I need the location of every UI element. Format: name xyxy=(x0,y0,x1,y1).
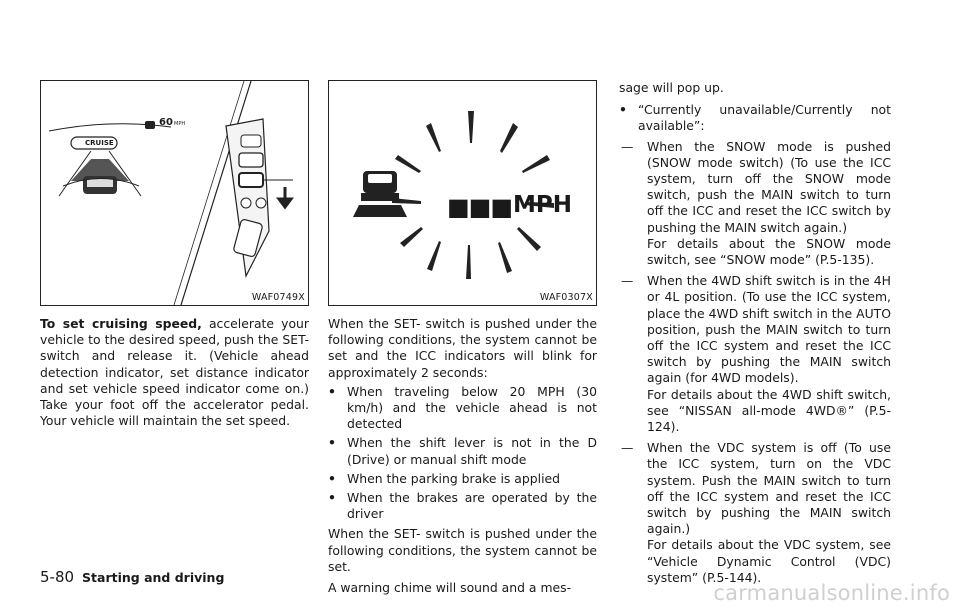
bullet-icon: • xyxy=(328,383,336,399)
figure-blinking-indicator xyxy=(328,80,597,306)
cruise-label: CRUISE xyxy=(85,139,114,147)
watermark: carmanualsonline.info xyxy=(713,581,950,605)
col3-text xyxy=(619,80,891,586)
speed-unit: MPH xyxy=(174,121,186,127)
list-item: • “Currently unavailable/Currently not available”: xyxy=(619,102,891,134)
bullet-icon: • xyxy=(619,102,627,118)
vehicle-ahead-icon xyxy=(353,171,407,217)
lead-bold: To set cruising speed, xyxy=(40,316,202,331)
list-item: • When the parking brake is applied xyxy=(328,470,560,486)
dash-item: — When the VDC system is off (To use the ICC system, turn on the VDC system. Push the MAIN switch to turn off the ICC system and reset the ICC switch by pushing the MAIN switch again.) For details about the VDC system, see “Vehicle Dynamic Control (VDC) system” (P.5-144). xyxy=(621,440,891,585)
col2-text xyxy=(328,316,597,596)
bullet-icon: • xyxy=(328,490,336,506)
paragraph: When the SET- switch is pushed under the following conditions, the system cannot be set. xyxy=(328,526,597,574)
paragraph-continued: sage will pop up. xyxy=(619,80,724,95)
figure-cruise-set-switch xyxy=(40,80,309,306)
figure-code: WAF0749X xyxy=(251,292,305,303)
paragraph: When the SET- switch is pushed under the following conditions, the system cannot be set and the ICC indicators will blink for approximately 2 seconds: xyxy=(328,316,597,380)
lead-rest: accelerate your vehicle to the desired speed, push the SET- switch and release it. (Vehicle ahead detection indicator, set distance indicator and set vehicle speed indicator come on.) Take your foot off the accelerator pedal. Your vehicle will maintain the set speed. xyxy=(40,316,309,429)
dash-item: — When the SNOW mode is pushed (SNOW mode switch) (To use the ICC system, turn off the SNOW mode switch, push the MAIN switch to turn off the ICC and reset the ICC switch by pushing the MAIN switch again.) For details about the SNOW mode switch, see “SNOW mode” (P.5-135). xyxy=(621,138,891,268)
bullet-icon: • xyxy=(328,435,336,451)
dash-item: — When the 4WD shift switch is in the 4H or 4L position. (To use the ICC system, place the 4WD shift switch in the AUTO position, push the MAIN switch to turn off the ICC system and reset the ICC switch by pushing the MAIN switch again (for 4WD models). For details about the 4WD shift switch, see “NISSAN all-mode 4WD®” (P.5-124). xyxy=(621,273,891,435)
page-number: 5-80 xyxy=(40,568,75,586)
bullet-icon: • xyxy=(328,470,336,486)
section-title: Starting and driving xyxy=(82,570,225,585)
speed-display: ■■■ xyxy=(447,193,513,221)
list-item: • When traveling below 20 MPH (30 km/h) and the vehicle ahead is not detected xyxy=(328,383,597,432)
cruise-switch-illustration xyxy=(41,81,308,305)
speed-unit-label: MPH xyxy=(513,192,572,218)
speed-value: 60 xyxy=(159,117,173,128)
list-item: • When the shift lever is not in the D (Drive) or manual shift mode xyxy=(328,435,597,467)
page-footer xyxy=(40,568,224,586)
paragraph: A warning chime will sound and a mes- xyxy=(328,580,572,596)
col1-text xyxy=(40,316,309,429)
list-item: • When the brakes are operated by the driver xyxy=(328,490,597,522)
figure-code: WAF0307X xyxy=(539,292,593,303)
